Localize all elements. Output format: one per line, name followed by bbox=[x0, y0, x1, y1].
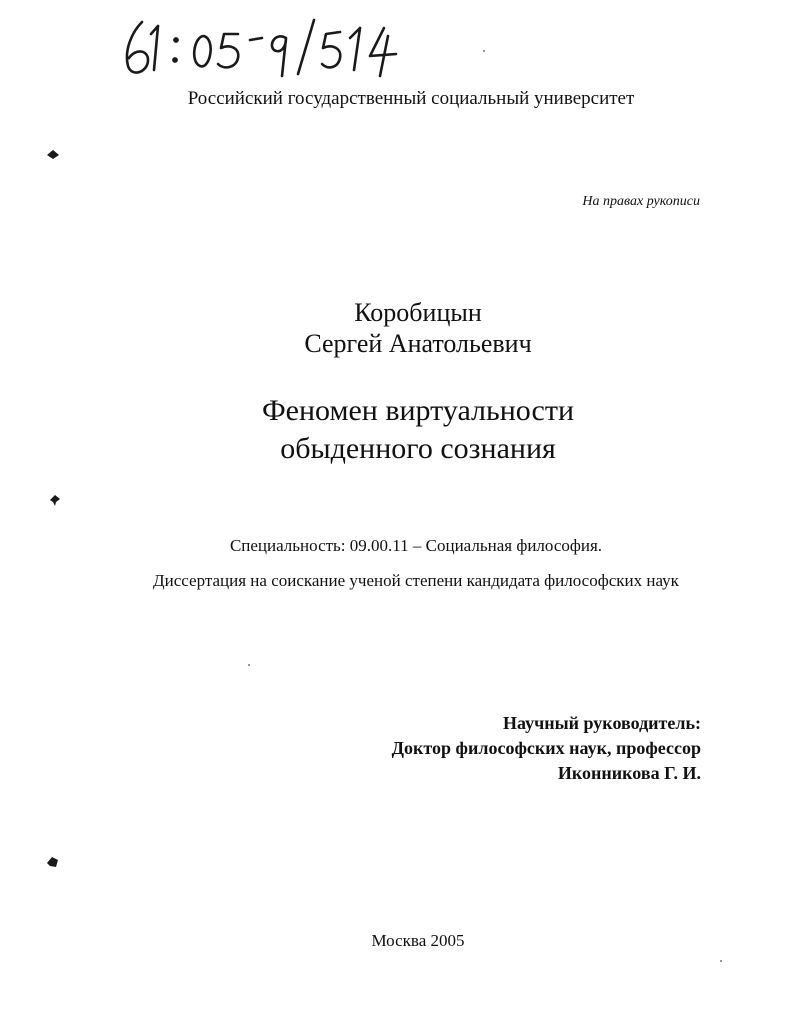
rights-note: На правах рукописи bbox=[582, 194, 700, 209]
dissertation-degree-note: Диссертация на соискание ученой степени кандидата философских наук bbox=[153, 571, 679, 590]
dissertation-title-line-1: Феномен виртуальности bbox=[261, 394, 574, 427]
specialty-line: Специальность: 09.00.11 – Социальная философия. bbox=[229, 536, 603, 555]
supervisor-degree: Доктор философских наук, профессор bbox=[391, 738, 701, 758]
author-given-names: Сергей Анатольевич bbox=[304, 329, 532, 358]
binder-hole-mark-icon bbox=[48, 493, 62, 505]
binder-hole-mark-icon bbox=[46, 855, 60, 867]
handwritten-archive-code bbox=[118, 14, 418, 78]
binder-hole-mark-icon bbox=[46, 148, 60, 160]
scan-speck bbox=[720, 960, 722, 962]
university-name: Российский государственный социальный университет bbox=[187, 88, 635, 109]
handwritten-code-drawing bbox=[118, 14, 418, 78]
supervisor-heading: Научный руководитель: bbox=[503, 713, 701, 733]
dissertation-title-line-2: обыденного сознания bbox=[280, 432, 556, 465]
scan-speck bbox=[483, 50, 485, 52]
supervisor-name: Иконникова Г. И. bbox=[557, 763, 701, 783]
supervisor-block bbox=[392, 711, 701, 786]
city-and-year: Москва 2005 bbox=[371, 931, 465, 950]
scan-speck bbox=[248, 664, 250, 666]
author-surname: Коробицын bbox=[354, 298, 482, 327]
